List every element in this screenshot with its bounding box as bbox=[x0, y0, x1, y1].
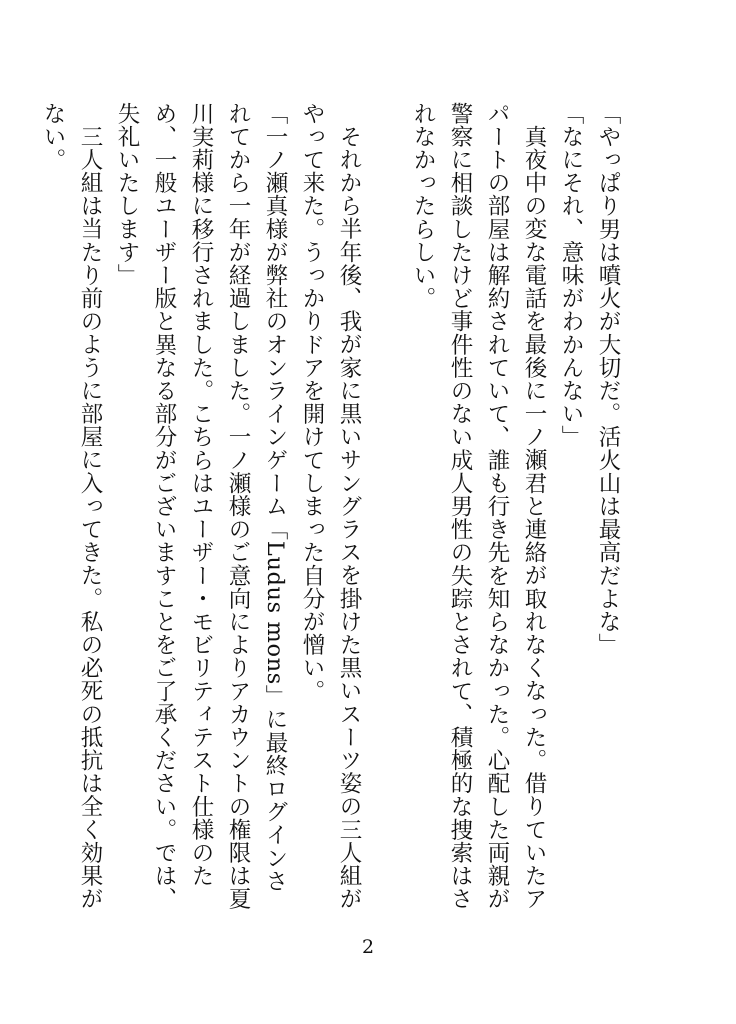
paragraph-dialogue-volcano: 「やっぱり男は噴火が大切だ。活火山は最高だよな」 bbox=[595, 102, 621, 657]
paragraph-disappearance: 真夜中の変な電話を最後に一ノ瀬君と連絡が取れなくなった。借りていたアパートの部屋は解約されていて、誰も行き先を知らなかった。心配した両親が警察に相談したけど事件性のない成人男性の失踪とされて、積極的な捜索はされなかったらしい。 bbox=[410, 102, 547, 911]
vertical-text-body bbox=[40, 102, 626, 914]
paragraph-blank-line bbox=[367, 102, 404, 914]
paragraph-dialogue-meaning: 「なにそれ、意味がわかんない」 bbox=[558, 102, 584, 449]
page-number: 2 bbox=[361, 936, 375, 958]
paragraph-three-visitors: それから半年後、我が家に黒いサングラスを掛けた黒いスーツ姿の三人組がやって来た。うっかりドアを開けてしまった自分が憎い。 bbox=[299, 102, 362, 910]
paragraph-resistance: 三人組は当たり前のように部屋に入ってきた。私の必死の抵抗は全く効果がない。 bbox=[40, 102, 103, 910]
paragraph-announcement: 「一ノ瀬真様が弊社のオンラインゲーム「Ludus mons」に最終ログインされてから一年が経過しました。一ノ瀬様のご意向によりアカウントの権限は夏川実莉様に移行されました。こちらはユーザー・モビリティテスト仕様のため、一般ユーザー版と異なる部分がございますことをご了承ください。では、失礼いたします」 bbox=[114, 102, 288, 911]
